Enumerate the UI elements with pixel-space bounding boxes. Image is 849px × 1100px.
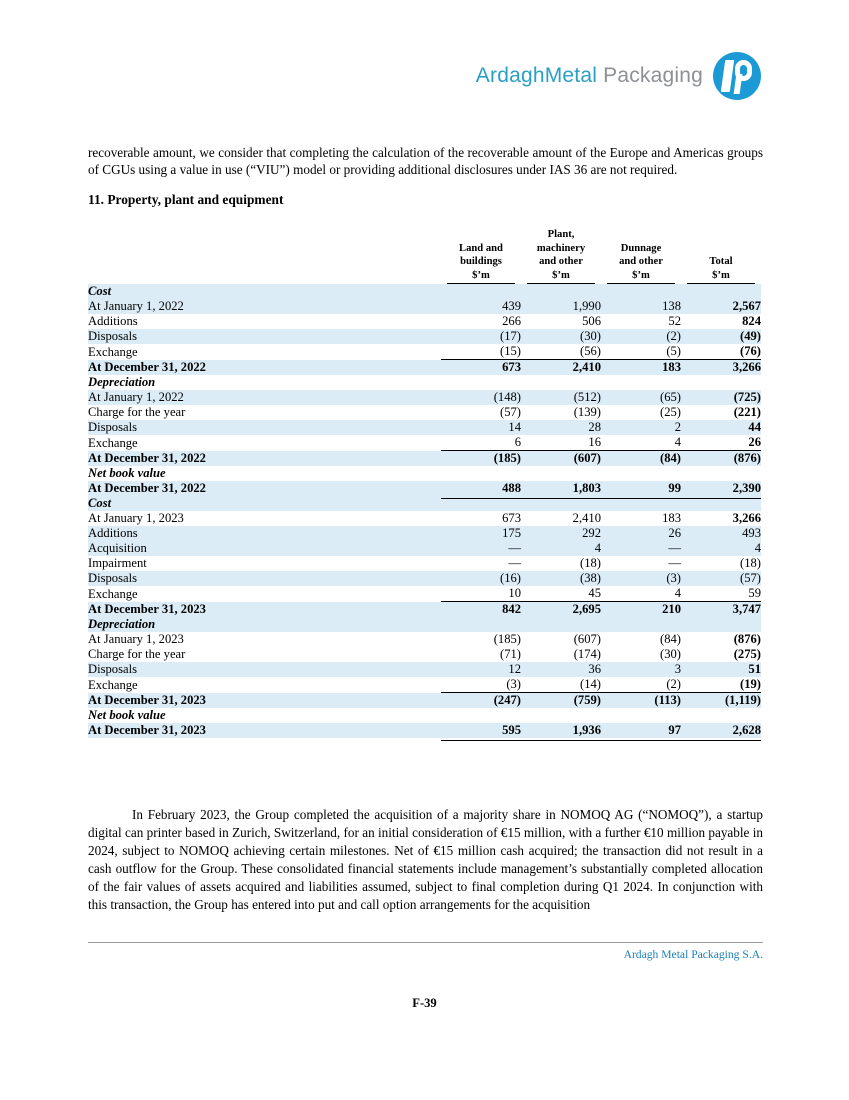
row-label: Exchange	[88, 344, 138, 359]
row-value: (49)	[681, 329, 761, 344]
row-value	[441, 375, 521, 390]
row-value: (876)	[733, 632, 761, 647]
row-label: At December 31, 2023	[88, 602, 441, 618]
row-value: 4	[681, 541, 761, 556]
row-value: 3,266	[732, 511, 761, 526]
brand-word-metal: Metal	[544, 64, 598, 87]
row-label: Depreciation	[88, 617, 441, 632]
row-value: 4	[601, 435, 681, 451]
row-label: At December 31, 2022	[88, 360, 441, 376]
footer-company-name: Ardagh Metal Packaging S.A.	[623, 948, 763, 961]
row-value: 4	[521, 541, 601, 556]
row-label: Exchange	[88, 586, 138, 601]
row-value	[681, 617, 761, 632]
row-value: (84)	[660, 632, 681, 647]
amp-monogram-icon	[713, 52, 761, 100]
table-header	[88, 228, 761, 284]
row-value	[681, 466, 761, 481]
row-value: —	[668, 556, 681, 571]
row-value: 3,266	[681, 360, 761, 376]
row-value: 10	[441, 586, 521, 602]
table-row	[88, 723, 761, 738]
row-label: Disposals	[88, 662, 441, 677]
row-value: (25)	[660, 405, 681, 420]
row-value: 2	[601, 420, 681, 435]
row-label: At December 31, 2023	[88, 723, 441, 738]
row-value: 26	[601, 526, 681, 541]
row-value	[601, 375, 681, 390]
row-value: (2)	[601, 677, 681, 693]
row-value: 1,803	[521, 481, 601, 496]
row-value: 6	[441, 435, 521, 451]
table-row	[88, 481, 761, 496]
row-value: 28	[521, 420, 601, 435]
table-row	[88, 677, 761, 693]
row-value: (185)	[493, 632, 521, 647]
row-value: (607)	[573, 632, 601, 647]
property-plant-equipment-table	[88, 228, 761, 738]
row-value: (876)	[681, 451, 761, 467]
row-value: (607)	[521, 451, 601, 467]
table-row	[88, 586, 761, 602]
row-value: 493	[681, 526, 761, 541]
row-value: 673	[441, 360, 521, 376]
row-value: 3,747	[681, 602, 761, 618]
row-value: 4	[601, 586, 681, 602]
row-label: At December 31, 2022	[88, 481, 441, 496]
row-value: (3)	[441, 677, 521, 693]
row-label: Disposals	[88, 329, 441, 344]
row-value: 488	[441, 481, 521, 496]
table-row	[88, 390, 761, 405]
table-row	[88, 344, 761, 360]
row-value: 2,695	[521, 602, 601, 618]
row-value: 2,390	[681, 481, 761, 496]
table-row	[88, 526, 761, 541]
row-label: Net book value	[88, 466, 166, 481]
row-label: At January 1, 2022	[88, 299, 441, 314]
row-value: 183	[662, 511, 681, 526]
brand-wordmark	[476, 64, 703, 88]
row-value: 45	[521, 586, 601, 602]
row-label: At January 1, 2023	[88, 632, 184, 647]
row-label: At December 31, 2023	[88, 693, 441, 709]
row-value	[521, 708, 601, 723]
brand-logo	[476, 52, 761, 100]
row-value: (84)	[601, 451, 681, 467]
intro-paragraph: recoverable amount, we consider that completing the calculation of the recoverable amount of the Europe and Americas groups of CGUs using a value in use (“VIU”) model or providing additional disclosures under IAS 36 are not required.	[88, 145, 763, 178]
row-label: Exchange	[88, 435, 138, 450]
row-value: 595	[441, 723, 521, 738]
row-value: (759)	[521, 693, 601, 709]
table-row	[88, 360, 761, 376]
row-value: (512)	[521, 390, 601, 405]
row-value: (16)	[441, 571, 521, 586]
row-value: 1,990	[521, 299, 601, 314]
table-row	[88, 375, 761, 390]
brand-word-packaging: Packaging	[603, 64, 703, 87]
row-value: 292	[521, 526, 601, 541]
row-value: (76)	[681, 344, 761, 360]
row-label: At January 1, 2022	[88, 390, 441, 405]
footer-divider	[88, 942, 763, 943]
row-value: 175	[441, 526, 521, 541]
table-row	[88, 511, 761, 526]
row-value: (113)	[601, 693, 681, 709]
row-value: (56)	[521, 344, 601, 360]
row-value: 3	[601, 662, 681, 677]
row-label: Charge for the year	[88, 647, 186, 662]
row-label: Depreciation	[88, 375, 156, 390]
row-value: 824	[742, 314, 761, 329]
row-value: (725)	[681, 390, 761, 405]
row-value: (14)	[521, 677, 601, 693]
row-value	[441, 708, 521, 723]
row-value: 51	[681, 662, 761, 677]
row-label: Cost	[88, 284, 441, 299]
table-row	[88, 405, 761, 420]
row-label: Charge for the year	[88, 405, 186, 420]
col-header-land-buildings: Land and buildings $’m	[441, 228, 521, 284]
table-row	[88, 420, 761, 435]
row-value: (57)	[681, 571, 761, 586]
table-row	[88, 632, 761, 647]
row-value: 44	[681, 420, 761, 435]
table-row	[88, 571, 761, 586]
row-value	[601, 284, 681, 299]
table-row	[88, 435, 761, 451]
table-row	[88, 541, 761, 556]
row-value	[601, 617, 681, 632]
row-label: Additions	[88, 526, 441, 541]
row-value: 14	[441, 420, 521, 435]
row-label: Acquisition	[88, 541, 441, 556]
row-value: (18)	[580, 556, 601, 571]
row-value: 26	[681, 435, 761, 451]
table-row	[88, 299, 761, 314]
row-value: 266	[502, 314, 521, 329]
row-value: (247)	[441, 693, 521, 709]
row-label: Additions	[88, 314, 138, 329]
row-value	[681, 284, 761, 299]
row-value: —	[441, 541, 521, 556]
row-value: (275)	[733, 647, 761, 662]
row-value: (2)	[601, 329, 681, 344]
row-value: (18)	[740, 556, 761, 571]
table-row	[88, 647, 761, 662]
row-value: (71)	[500, 647, 521, 662]
table-row	[88, 451, 761, 467]
row-value: 2,567	[681, 299, 761, 314]
row-value	[521, 617, 601, 632]
row-value: 16	[521, 435, 601, 451]
row-value: 183	[601, 360, 681, 376]
row-value: (19)	[681, 677, 761, 693]
row-value: —	[508, 556, 521, 571]
row-value: 210	[601, 602, 681, 618]
row-value	[521, 284, 601, 299]
table-row	[88, 693, 761, 709]
row-value: —	[601, 541, 681, 556]
row-value: (38)	[521, 571, 601, 586]
row-value	[441, 284, 521, 299]
row-value	[601, 466, 681, 481]
row-value	[521, 375, 601, 390]
row-value: (30)	[660, 647, 681, 662]
row-value: (174)	[573, 647, 601, 662]
row-value: (65)	[601, 390, 681, 405]
row-label: Net book value	[88, 708, 166, 723]
row-value	[681, 708, 761, 723]
row-value: (3)	[601, 571, 681, 586]
row-value: 59	[681, 586, 761, 602]
table-row	[88, 329, 761, 344]
row-value: (185)	[441, 451, 521, 467]
table-row	[88, 314, 761, 329]
row-value: (148)	[441, 390, 521, 405]
table-body	[88, 284, 761, 738]
row-label: Disposals	[88, 571, 441, 586]
col-header-total: Total $’m	[681, 228, 761, 284]
row-value: (221)	[733, 405, 761, 420]
row-value: 99	[601, 481, 681, 496]
row-value: 2,410	[521, 360, 601, 376]
row-label: Disposals	[88, 420, 441, 435]
row-value: (5)	[601, 344, 681, 360]
col-header-plant-machinery: Plant, machinery and other $’m	[521, 228, 601, 284]
section-heading: 11. Property, plant and equipment	[88, 192, 284, 207]
brand-word-ardagh: Ardagh	[475, 64, 545, 87]
col-header-dunnage: Dunnage and other $’m	[601, 228, 681, 284]
row-label: Cost	[88, 496, 441, 511]
row-label: At January 1, 2023	[88, 511, 184, 526]
row-label: Exchange	[88, 677, 138, 692]
table-row	[88, 617, 761, 632]
row-value: (30)	[521, 329, 601, 344]
row-value	[521, 466, 601, 481]
table-row	[88, 556, 761, 571]
row-value: (15)	[441, 344, 521, 360]
row-value: 673	[502, 511, 521, 526]
table-row	[88, 708, 761, 723]
row-value: 506	[582, 314, 601, 329]
row-label: At December 31, 2022	[88, 451, 441, 467]
table-row	[88, 284, 761, 299]
row-value: 138	[601, 299, 681, 314]
table-row	[88, 466, 761, 481]
row-value: 36	[521, 662, 601, 677]
row-value	[681, 375, 761, 390]
row-value: (57)	[500, 405, 521, 420]
row-value	[601, 708, 681, 723]
row-value: (1,119)	[681, 693, 761, 709]
page-number: F-39	[412, 996, 437, 1010]
table-row	[88, 662, 761, 677]
row-value: (17)	[441, 329, 521, 344]
row-value: 842	[441, 602, 521, 618]
row-value: 12	[441, 662, 521, 677]
row-label: Impairment	[88, 556, 147, 571]
table-row	[88, 602, 761, 618]
row-value: 2,410	[572, 511, 601, 526]
row-value: 2,628	[681, 723, 761, 738]
closing-paragraph: In February 2023, the Group completed the acquisition of a majority share in NOMOQ AG (“NOMOQ”), a startup digital can printer based in Zurich, Switzerland, for an initial consideration of €15 million, with a further €10 million payable in 2024, subject to NOMOQ achieving certain milestones. Net of €15 million cash acquired; the transaction did not result in a cash outflow for the Group. These consolidated financial statements include management’s substantially completed allocation of the fair values of assets acquired and liabilities assumed, subject to final completion during Q1 2024. In conjunction with this transaction, the Group has entered into put and call option arrangements for the acquisition	[88, 807, 763, 912]
row-value	[441, 466, 521, 481]
row-value: 52	[668, 314, 681, 329]
row-value: 439	[441, 299, 521, 314]
row-value: 1,936	[521, 723, 601, 738]
row-value: (139)	[573, 405, 601, 420]
row-value: 97	[601, 723, 681, 738]
row-value	[441, 617, 521, 632]
